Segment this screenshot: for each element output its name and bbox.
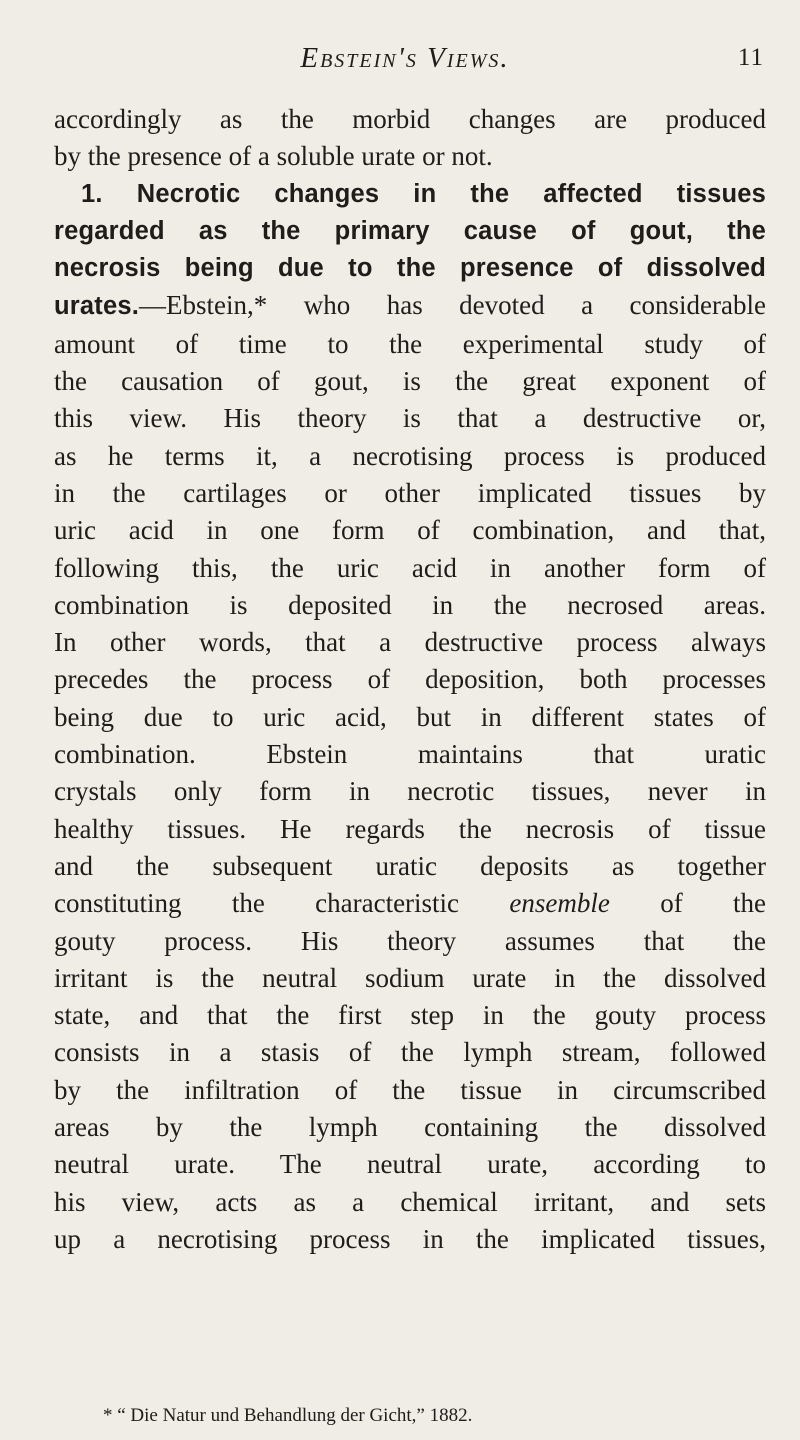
text-line: this view. His theory is that a destructive or, bbox=[54, 403, 766, 434]
footnote: * “ Die Natur und Behandlung der Gicht,” 1882. bbox=[103, 1405, 473, 1426]
section-heading-line: 1. Necrotic changes in the affected tissues bbox=[81, 179, 766, 208]
section-heading-end: urates. bbox=[54, 292, 140, 321]
text-line: gouty process. His theory assumes that the bbox=[54, 925, 766, 956]
text-line: combination is deposited in the necrosed areas. bbox=[54, 589, 766, 620]
running-head: Ebstein's Views. bbox=[300, 42, 510, 74]
page-number: 11 bbox=[737, 44, 764, 71]
text-line: irritant is the neutral sodium urate in the dissolved bbox=[54, 962, 766, 993]
text-line: state, and that the first step in the gouty process bbox=[54, 1000, 766, 1031]
text-line: and the subsequent uratic deposits as together bbox=[54, 850, 766, 881]
text-line: by the presence of a soluble urate or not. bbox=[54, 141, 493, 172]
section-heading-line: necrosis being due to the presence of dissolved bbox=[54, 254, 766, 283]
text-line: as he terms it, a necrotising process is produced bbox=[54, 440, 766, 471]
text-line: healthy tissues. He regards the necrosis of tissue bbox=[54, 813, 766, 844]
text-line: accordingly as the morbid changes are produced bbox=[54, 104, 766, 134]
section-heading-line: regarded as the primary cause of gout, the bbox=[54, 216, 766, 245]
page-header bbox=[46, 42, 764, 82]
text-line: consists in a stasis of the lymph stream, followed bbox=[54, 1037, 766, 1068]
text-fragment: constituting the characteristic bbox=[54, 888, 460, 919]
text-line: by the infiltration of the tissue in circumscribed bbox=[54, 1074, 766, 1105]
text-line: being due to uric acid, but in different states of bbox=[54, 701, 766, 732]
text-line: up a necrotising process in the implicated tissues, bbox=[54, 1223, 766, 1254]
text-line: precedes the process of deposition, both processes bbox=[54, 664, 766, 695]
text-line: crystals only form in necrotic tissues, never in bbox=[54, 776, 766, 807]
text-fragment: —Ebstein,* who has devoted a considerable bbox=[139, 290, 766, 321]
text-line: amount of time to the experimental study of bbox=[54, 328, 766, 359]
text-line bbox=[54, 885, 766, 922]
text-line: following this, the uric acid in another form of bbox=[54, 552, 766, 583]
text-line: his view, acts as a chemical irritant, and sets bbox=[54, 1186, 766, 1217]
text-line: neutral urate. The neutral urate, according to bbox=[54, 1149, 766, 1180]
text-line: the causation of gout, is the great exponent of bbox=[54, 366, 766, 397]
text-line: areas by the lymph containing the dissolved bbox=[54, 1112, 766, 1143]
text-line: in the cartilages or other implicated tissues by bbox=[54, 477, 766, 508]
text-fragment: of the bbox=[660, 888, 767, 919]
text-line: In other words, that a destructive process always bbox=[54, 627, 766, 658]
text-line bbox=[54, 287, 766, 325]
text-line: combination. Ebstein maintains that uratic bbox=[54, 739, 766, 770]
body-text bbox=[54, 101, 766, 1258]
text-line: uric acid in one form of combination, and that, bbox=[54, 515, 766, 546]
italic-term: ensemble bbox=[509, 888, 610, 919]
